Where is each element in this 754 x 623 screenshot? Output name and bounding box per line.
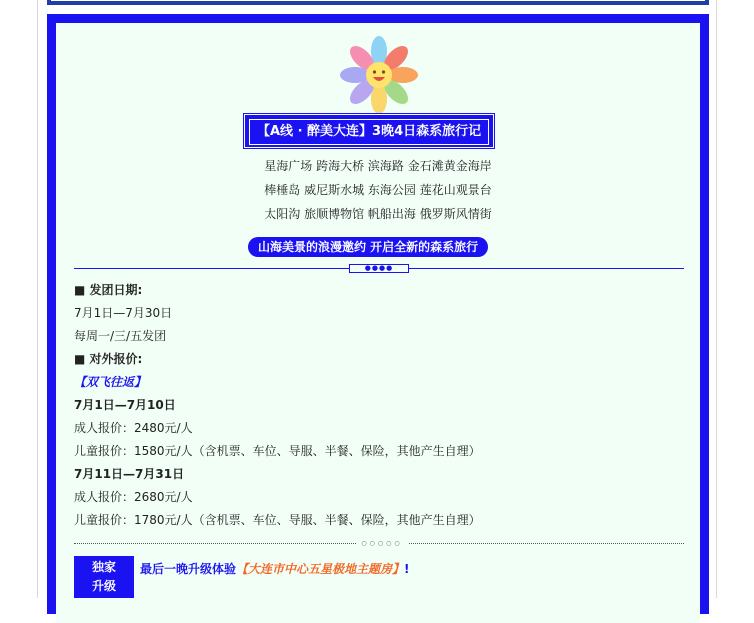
previous-section-frame: [47, 0, 709, 5]
divider-dots: ●●●●: [349, 264, 409, 273]
period-2-range: 7月11日—7月31日: [74, 467, 185, 481]
divider-circles: ○○○○○: [356, 540, 408, 547]
exclusive-label-line-2: 升级: [91, 579, 116, 593]
exclusive-label-line-1: 独家: [91, 560, 116, 574]
period-2-child-price: 儿童报价：1780元/人（含机票、车位、导服、半餐、保险，其他产生自理）: [74, 513, 481, 527]
travel-mode: 【双飞往返】: [74, 375, 147, 389]
page-left-rule: [37, 0, 38, 598]
slogan-pill: 山海美景的浪漫邀约 开启全新的森系旅行: [248, 237, 488, 257]
period-1-range: 7月1日—7月10日: [74, 398, 176, 412]
departure-schedule: 每周一/三/五发团: [74, 329, 167, 343]
upgrade-highlight: 【大连市中心五星极地主题房】: [236, 562, 405, 576]
upgrade-description: [140, 560, 410, 577]
tour-title: 【A线 · 醉美大连】3晚4日森系旅行记: [249, 119, 489, 145]
sites-line-1: 星海广场 跨海大桥 滨海路 金石滩黄金海岸: [264, 159, 492, 173]
period-1-adult-price: 成人报价：2480元/人: [74, 421, 193, 435]
price-heading: ■ 对外报价:: [74, 352, 143, 366]
smiling-flower-icon: [339, 35, 419, 115]
period-2-adult-price: 成人报价：2680元/人: [74, 490, 193, 504]
tour-card: [56, 23, 700, 623]
upgrade-prefix: 最后一晚升级体验: [140, 562, 237, 576]
sites-line-2: 棒棰岛 威尼斯水城 东海公园 莲花山观景台: [264, 183, 492, 197]
departure-dates: 7月1日—7月30日: [74, 306, 173, 320]
exclusive-upgrade-badge: [74, 556, 134, 598]
departure-heading: ■ 发团日期:: [74, 283, 143, 297]
page-right-rule: [716, 0, 717, 598]
period-1-child-price: 儿童报价：1580元/人（含机票、车位、导服、半餐、保险，其他产生自理）: [74, 444, 481, 458]
tour-title-badge: [245, 115, 493, 147]
tour-card-frame: [47, 14, 709, 614]
upgrade-suffix: !: [404, 562, 410, 576]
sites-line-3: 太阳沟 旅顺博物馆 帆船出海 俄罗斯风情街: [264, 207, 492, 221]
